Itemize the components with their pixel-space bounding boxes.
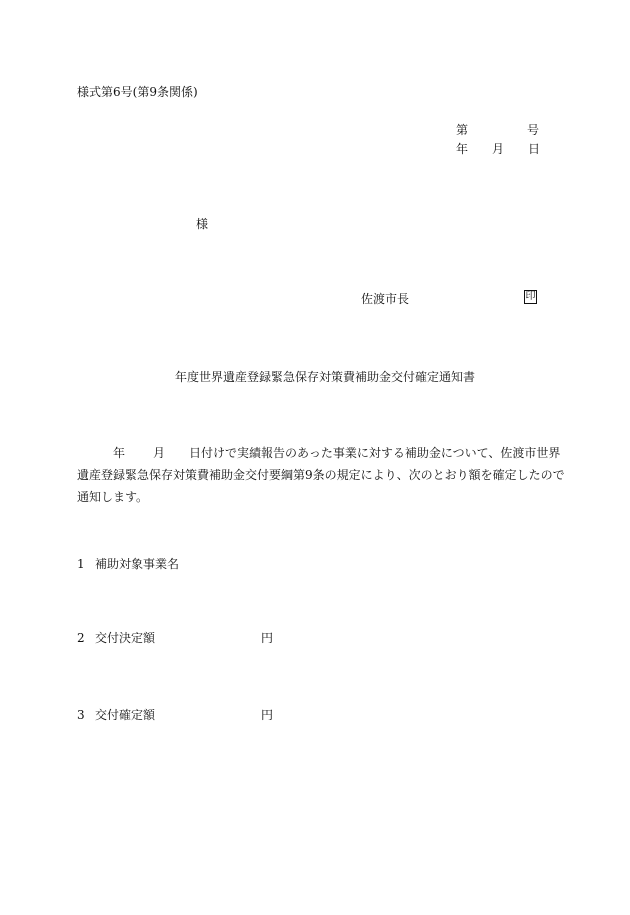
form-label: 様式第6号(第9条関係) — [77, 85, 198, 99]
item-number: 2 — [77, 631, 85, 645]
body-year: 年 — [113, 446, 126, 460]
date-year: 年 — [456, 142, 469, 156]
body-month: 月 — [153, 446, 166, 460]
document-title — [0, 371, 630, 383]
date-day: 日 — [528, 142, 541, 156]
sender-name: 佐渡市長 — [361, 292, 410, 306]
body-line-1 — [77, 442, 561, 464]
item-label: 交付確定額 — [95, 708, 156, 722]
body-line-3: 通知します。 — [77, 490, 149, 504]
seal-mark: 印 — [525, 291, 536, 302]
recipient-honorific: 様 — [196, 217, 209, 231]
document-title-text: 年度世界遺産登録緊急保存対策費補助金交付確定通知書 — [174, 370, 475, 384]
number-prefix: 第 — [456, 123, 469, 137]
body-line-2: 遺産登録緊急保存対策費補助金交付要綱第9条の規定により、次のとおり額を確定したので — [77, 468, 565, 482]
date-month: 月 — [492, 142, 505, 156]
item-number: 3 — [77, 708, 85, 722]
item-label: 補助対象事業名 — [95, 557, 180, 571]
item-unit: 円 — [261, 708, 274, 722]
body-line-1-text: 日付けで実績報告のあった事業に対する補助金について、佐渡市世界 — [189, 446, 561, 460]
item-number: 1 — [77, 557, 85, 571]
number-suffix: 号 — [527, 123, 540, 137]
item-label: 交付決定額 — [95, 631, 156, 645]
body-paragraph — [77, 442, 565, 508]
item-unit: 円 — [261, 631, 274, 645]
